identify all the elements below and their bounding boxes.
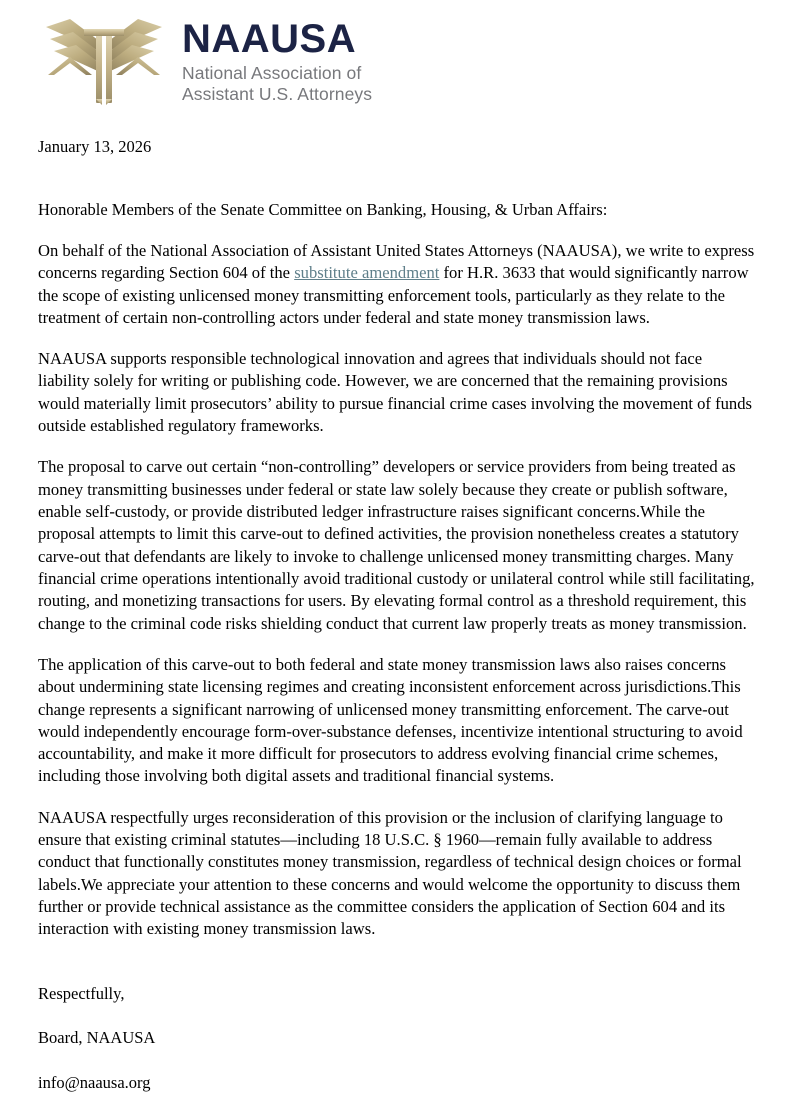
paragraph-4: The application of this carve-out to both federal and state money transmission laws also raises concerns about undermining state licensing regimes and creating inconsistent enforcement across jurisdictions.This change represents a significant narrowing of unlicensed money transmitting enforcement. The carve-out would independently encourage form-over-substance defenses, incentivize intentional structuring to avoid accountability, and make it more difficult for prosecutors to address evolving financial crime schemes, including those involving both digital assets and traditional financial systems. <box>38 654 743 786</box>
contact-email: info@naausa.org <box>38 1072 151 1092</box>
paragraph-3: The proposal to carve out certain “non-controlling” developers or service providers from being treated as money transmitting businesses under federal or state law solely because they create or publish software, enable self-custody, or provide distributed ledger infrastructure raises significant concerns.While the proposal attempts to limit this carve-out to defined activities, the provision nonetheless creates a statutory carve-out that defendants are likely to invoke to challenge unlicensed money transmitting charges. Many financial crime operations intentionally avoid traditional custody or unilateral control while still facilitating, routing, and monetizing transactions for users. By elevating formal control as a threshold requirement, this change to the criminal code risks shielding conduct that current law properly treats as money transmission. <box>38 457 755 633</box>
naausa-wing-emblem-icon <box>40 13 168 109</box>
signature-line: Board, NAAUSA <box>38 1028 156 1048</box>
organization-name-line-1: National Association of <box>182 62 362 83</box>
paragraph-1-text-before-link: On behalf of the National Association of Assistant United States Attorneys (NAAUSA), we write to express concerns regarding Section 604 of the <box>38 240 755 283</box>
letter-closing-block <box>38 983 755 1093</box>
letter-salutation: Honorable Members of the Senate Committee on Banking, Housing, & Urban Affairs: <box>38 200 608 220</box>
paragraph-1 <box>38 240 755 329</box>
letter-body <box>0 136 793 1093</box>
paragraph-5: NAAUSA respectfully urges reconsideration of this provision or the inclusion of clarifying language to ensure that existing criminal statutes—including 18 U.S.C. § 1960—remain fully available to address conduct that functionally constitutes money transmission, regardless of technical design choices or formal labels.We appreciate your attention to these concerns and would welcome the opportunity to discuss them further or provide technical assistance as the committee considers the application of Section 604 and its interaction with existing money transmission laws. <box>38 807 742 939</box>
organization-acronym: NAAUSA <box>182 16 357 61</box>
organization-name-line-2: Assistant U.S. Attorneys <box>182 83 373 104</box>
paragraph-1-text-after-link: for H.R. 3633 that would significantly narrow the scope of existing unlicensed money transmitting enforcement tools, particularly as they relate to the treatment of certain non-controlling actors under federal and state money transmission laws. <box>38 263 749 327</box>
letterhead <box>0 0 793 108</box>
substitute-amendment-link[interactable]: substitute amendment <box>294 263 440 283</box>
logo-wordmark-group <box>182 17 372 105</box>
closing-salutation: Respectfully, <box>38 983 125 1003</box>
organization-full-name <box>182 63 372 106</box>
letter-date: January 13, 2026 <box>38 137 152 156</box>
paragraph-2: NAAUSA supports responsible technological innovation and agrees that individuals should not face liability solely for writing or publishing code. However, we are concerned that the remaining provisions would materially limit prosecutors’ ability to pursue financial crime cases involving the movement of funds outside established regulatory frameworks. <box>38 349 752 436</box>
